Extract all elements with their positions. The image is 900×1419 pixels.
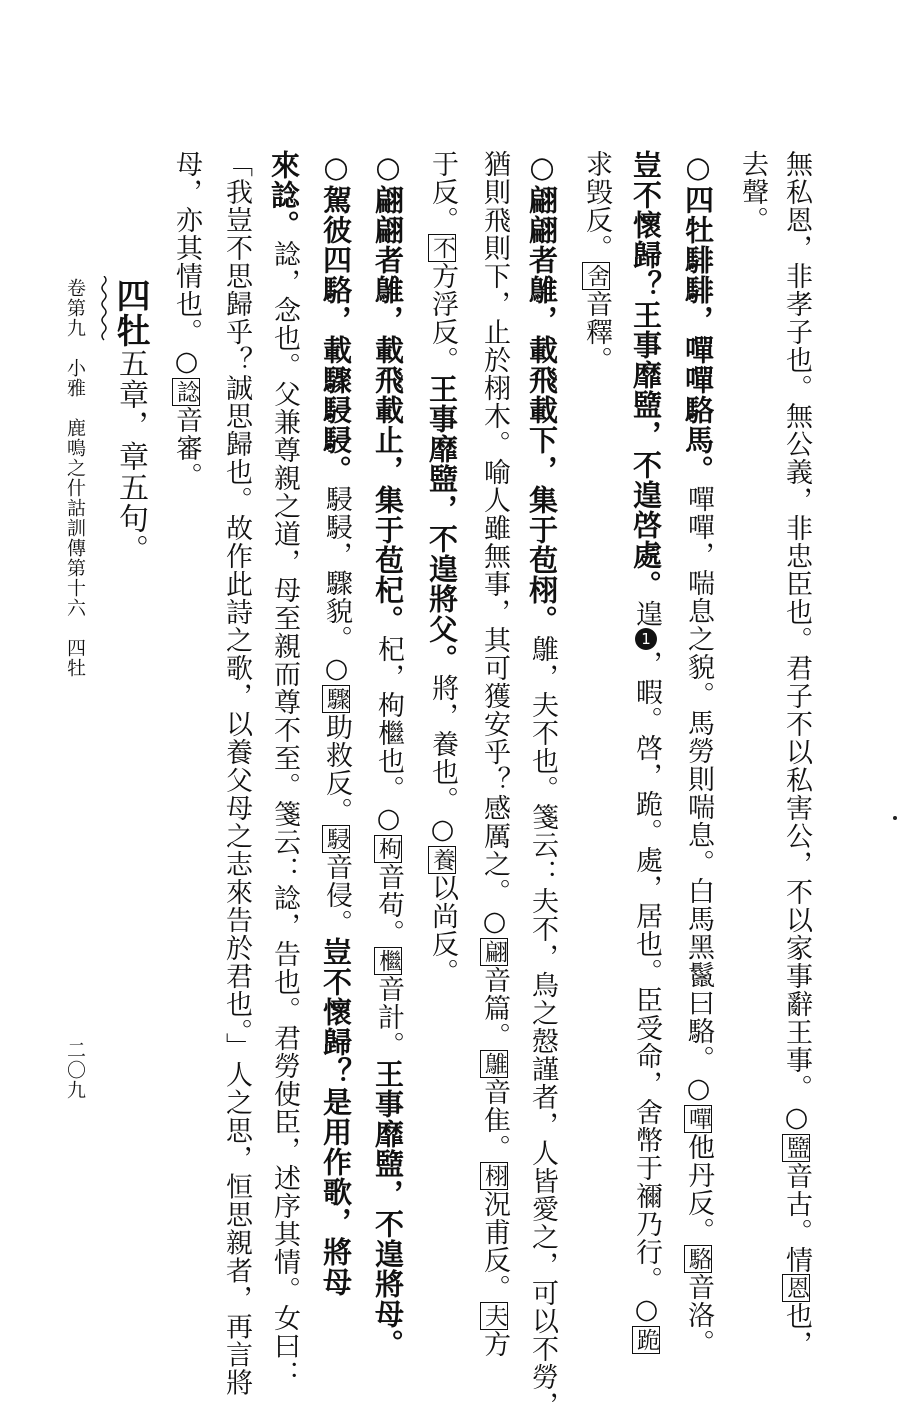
- verse-text: ○翩翩者鵻，載飛載止，集于苞杞。: [371, 150, 405, 635]
- commentary-text: 諗，念也。父兼尊親之道，母至親而尊不至。箋云：諗，告也。君勞使臣，述序其情。女曰：: [269, 240, 300, 1388]
- boxed-character: 駱: [685, 1247, 711, 1271]
- commentary-text: 遑: [631, 600, 662, 628]
- chapter-title: [112, 278, 148, 565]
- verse-text: 豈不懷歸？是用作歌，將母: [319, 937, 353, 1297]
- text-column-10: [318, 150, 354, 1297]
- boxed-character: 跪: [633, 1328, 659, 1352]
- margin-dot: [893, 816, 897, 820]
- commentary-text: 杞，枸檵也。○: [373, 635, 404, 835]
- boxed-character: 夫: [481, 1304, 507, 1328]
- boxed-character: 枸: [375, 837, 401, 861]
- boxed-character: 舍: [583, 264, 609, 288]
- boxed-character: 翩: [481, 940, 507, 964]
- boxed-character: 諗: [173, 380, 199, 404]
- commentary-text: 音審。: [171, 406, 202, 490]
- boxed-character: 栩: [481, 1164, 507, 1188]
- text-column-4: [628, 150, 664, 1354]
- footer-running-head: 卷第九 小雅 鹿鳴之什詁訓傳第十六 四牡: [64, 278, 86, 678]
- commentary-text: 音釋。: [581, 290, 612, 374]
- commentary-text: 音侵。: [321, 853, 352, 937]
- boxed-character: 盬: [783, 1136, 809, 1160]
- commentary-text: 他丹反。: [683, 1133, 714, 1245]
- text-column-3: [680, 150, 716, 1357]
- commentary-text: 駸駸，驟貌。○: [321, 485, 352, 685]
- footnote-marker: 1: [637, 629, 655, 649]
- commentary-text: 猶則飛則下，止於栩木。喻人雖無事，其可獲安乎？感厲之。○: [479, 150, 510, 938]
- text-column-1: [778, 150, 814, 1358]
- text-column-7: [476, 150, 512, 1358]
- commentary-text: 去聲。: [737, 150, 768, 234]
- boxed-character: 不: [429, 236, 455, 260]
- text-column-12: [218, 150, 254, 1397]
- verse-text: 王事靡盬，不遑將父。: [425, 374, 459, 674]
- verse-text: 來諗。: [267, 150, 301, 240]
- commentary-text: 嘽嘽，喘息之貌。馬勞則喘息。白馬黑鬣曰駱。○: [683, 485, 714, 1105]
- commentary-text: 音洛。: [683, 1273, 714, 1357]
- commentary-text: 求毁反。: [581, 150, 612, 262]
- boxed-character: 恩: [783, 1276, 809, 1300]
- commentary-text: 無私恩，非孝子也。無公義，非忠臣也。君子不以私害公，不以家事辭王事。○: [781, 150, 812, 1134]
- commentary-text: 「我豈不思歸乎？誠思歸也。故作此詩之歌，以養父母之志來告於君也。」人之思，恒思親者，再言將: [221, 150, 252, 1397]
- text-column-2: [734, 150, 770, 234]
- commentary-text: 也，: [781, 1302, 812, 1358]
- commentary-text: 音計。: [373, 975, 404, 1059]
- boxed-character: 鵻: [481, 1052, 507, 1076]
- text-column-9: [370, 150, 406, 1359]
- commentary-text: ，暇。啓，跪。處，居也。臣受命，舍幣于禰乃行。○: [631, 650, 662, 1326]
- commentary-text: 母，亦其情也。○: [171, 150, 202, 378]
- verse-text: ○翩翩者鵻，載飛載下，集于苞栩。: [525, 150, 559, 635]
- verse-text: ○駕彼四駱，載驟駸駸。: [319, 150, 353, 485]
- commentary-text: 音古。情: [781, 1162, 812, 1274]
- commentary-text: 音苟。: [373, 863, 404, 947]
- commentary-text: 于反。: [427, 150, 458, 234]
- boxed-character: 驟: [323, 687, 349, 711]
- commentary-text: 音篇。: [479, 966, 510, 1050]
- wavy-underline: [100, 276, 108, 344]
- footer-page-number: 二〇九: [64, 1040, 86, 1100]
- text-column-5: [578, 150, 614, 374]
- commentary-text: 方: [479, 1330, 510, 1358]
- verse-text: 豈不懷歸？王事靡盬，不遑啓處。: [629, 150, 663, 600]
- commentary-text: 方浮反。: [427, 262, 458, 374]
- boxed-character: 檵: [375, 949, 401, 973]
- commentary-text: 音隹。: [479, 1078, 510, 1162]
- commentary-text: 以尚反。: [427, 874, 458, 986]
- commentary-text: 將，養也。○: [427, 674, 458, 846]
- verse-text: 王事靡盬，不遑將母。: [371, 1059, 405, 1359]
- text-column-11: [266, 150, 302, 1388]
- text-column-13: [168, 150, 204, 490]
- commentary-text: 鵻，夫不也。箋云：夫不，鳥之慤謹者，人皆愛之，可以不勞，: [527, 635, 558, 1419]
- verse-text: ○四牡騑騑，嘽嘽駱馬。: [681, 150, 715, 485]
- commentary-text: 況甫反。: [479, 1190, 510, 1302]
- boxed-character: 嘽: [685, 1107, 711, 1131]
- commentary-text: 助救反。: [321, 713, 352, 825]
- chapter-title-name: 四牡: [110, 278, 150, 348]
- boxed-character: 駸: [323, 827, 349, 851]
- text-column-8: [424, 150, 460, 986]
- boxed-character: 養: [429, 848, 455, 872]
- chapter-title-rest: 五章，章五句。: [113, 348, 148, 565]
- text-column-6: [524, 150, 560, 1419]
